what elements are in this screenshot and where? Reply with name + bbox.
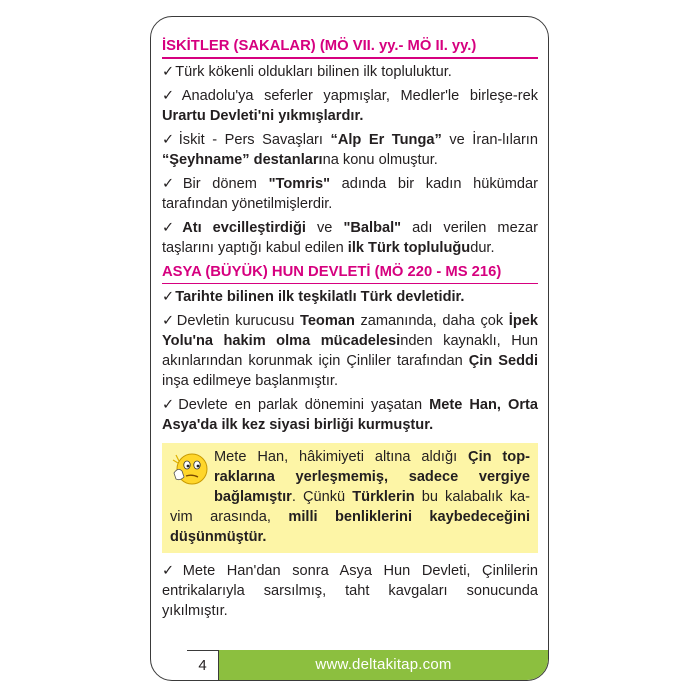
heading-underline [162, 57, 538, 59]
page-number-box [187, 650, 219, 680]
checkmark-icon: ✓ [162, 397, 178, 414]
book-page [150, 16, 549, 681]
checkmark-icon: ✓ [162, 289, 175, 306]
list-item [162, 174, 538, 214]
thinking-face-icon [170, 447, 210, 491]
item-text-bold: Atı evcilleştirdiği [182, 219, 306, 236]
checkmark-icon: ✓ [162, 175, 182, 192]
section-heading-iskitler: İSKİTLER (SAKALAR) (MÖ VII. yy.- MÖ II. yy.) [162, 38, 477, 54]
item-text: Bir dönem [182, 175, 269, 192]
heading-underline [162, 283, 538, 285]
list-item [162, 311, 538, 391]
list-item [162, 287, 538, 307]
item-text-bold: Urartu Devleti'ni yıkmışlardır. [162, 107, 364, 124]
note-text: . Çünkü [291, 489, 353, 506]
item-text-bold: Tarihte bilinen ilk teşkilatlı Türk devletidir. [175, 289, 465, 306]
page-content [162, 36, 538, 625]
item-text-bold: Mete Han, Orta Asya'da ilk kez siyasi birliği kurmuştur. [162, 397, 539, 434]
note-text-bold: milli benliklerini kaybedeceğini düşünmüştür. [170, 509, 530, 546]
item-text-bold: Çin Seddi [468, 353, 538, 370]
item-text: adı verilen mezar taşlarını yaptığı kabul edilen [162, 219, 538, 256]
checkmark-icon: ✓ [162, 563, 182, 580]
list-item [162, 130, 538, 170]
item-text: zamanında, daha çok [354, 313, 509, 330]
item-text: Mete Han'dan sonra Asya Hun Devleti, Çinlilerin entrikalarıyla sarsılmış, taht kavgaları sonucunda yıkılmıştır. [162, 563, 539, 620]
note-text-bold: Çin top-raklarına yerleşmemiş, sadece vergiye bağlamıştır [214, 449, 530, 506]
item-text: ve [305, 219, 344, 236]
note-text: Mete Han, hâkimiyeti altına aldığı [214, 449, 469, 466]
checkmark-icon: ✓ [162, 87, 181, 104]
item-text-bold: ilk Türk topluluğu [347, 239, 471, 256]
item-text: adında bir kadın hükümdar tarafından yönetilmişlerdir. [162, 175, 539, 212]
info-note-box [162, 443, 538, 553]
checkmark-icon: ✓ [162, 313, 176, 330]
item-text: Devlete en parlak dönemini yaşatan [178, 397, 430, 414]
item-text: nden kaynaklı, Hun akınlarından korunmak için Çinliler tarafından [162, 333, 538, 370]
item-text: ve İran-lıların [441, 131, 538, 148]
list-item [162, 86, 538, 126]
item-text-bold: "Balbal" [343, 219, 402, 236]
item-text: na konu olmuştur. [322, 151, 438, 168]
list-item [162, 218, 538, 258]
page-number: 4 [198, 657, 207, 674]
item-text: İskit - Pers Savaşları [178, 131, 331, 148]
list-item [162, 395, 538, 435]
list-item [162, 561, 538, 621]
list-item [162, 62, 538, 82]
item-text-bold: İpek Yolu'na hakim olma mücadelesi [162, 313, 538, 350]
item-text: Anadolu'ya seferler yapmışlar, Medler'le birleşe-rek [181, 87, 538, 104]
item-text: inşa edilmeye başlanmıştır. [162, 373, 339, 390]
footer-bar [219, 650, 548, 680]
item-text-bold: “Şeyhname” destanları [162, 151, 323, 168]
item-text: Devletin kurucusu [176, 313, 300, 330]
item-text-bold: “Alp Er Tunga” [330, 131, 442, 148]
checkmark-icon: ✓ [162, 131, 178, 148]
note-text-bold: Türklerin [352, 489, 415, 506]
note-text: bu kalabalık ka-vim arasında, [170, 489, 530, 526]
section-heading-asya-hun: ASYA (BÜYÜK) HUN DEVLETİ (MÖ 220 - MS 216) [162, 263, 502, 280]
page-footer [151, 650, 548, 680]
item-text-bold: Teoman [299, 313, 355, 330]
publisher-url: www.deltakitap.com [315, 656, 452, 673]
checkmark-icon: ✓ [162, 63, 175, 80]
item-text: Türk kökenli oldukları bilinen ilk topluluktur. [175, 63, 452, 80]
item-text-bold: "Tomris" [268, 175, 330, 192]
checkmark-icon: ✓ [162, 219, 182, 236]
item-text: dur. [470, 239, 495, 256]
